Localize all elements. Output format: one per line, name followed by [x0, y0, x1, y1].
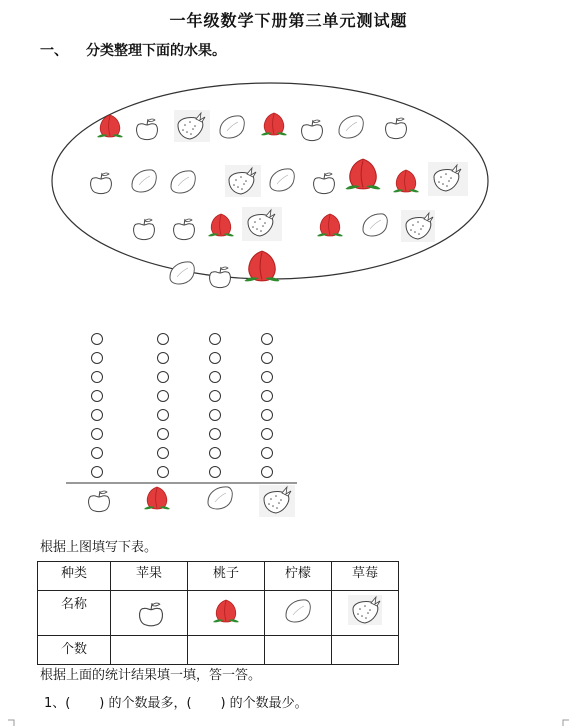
table-cell: 桃子: [188, 562, 265, 591]
row-label: 名称: [60, 597, 87, 612]
table-cell: 种类: [38, 562, 111, 591]
question-1: 1、( ) 的个数最多，( ) 的个数最少。: [44, 696, 308, 711]
table-cell: 苹果: [111, 562, 188, 591]
page-title: 一年级数学下册第三单元测试题: [169, 11, 408, 30]
table-cell: 柠檬: [265, 562, 332, 591]
table-cell: 草莓: [332, 562, 399, 591]
row-label: 个数: [60, 642, 87, 657]
instruction-answer: 根据上面的统计结果填一填，答一答。: [40, 668, 262, 683]
section-text: 分类整理下面的水果。: [86, 43, 226, 59]
section-number: 一、: [40, 43, 68, 59]
instruction-fill-table: 根据上图填写下表。: [40, 540, 158, 555]
